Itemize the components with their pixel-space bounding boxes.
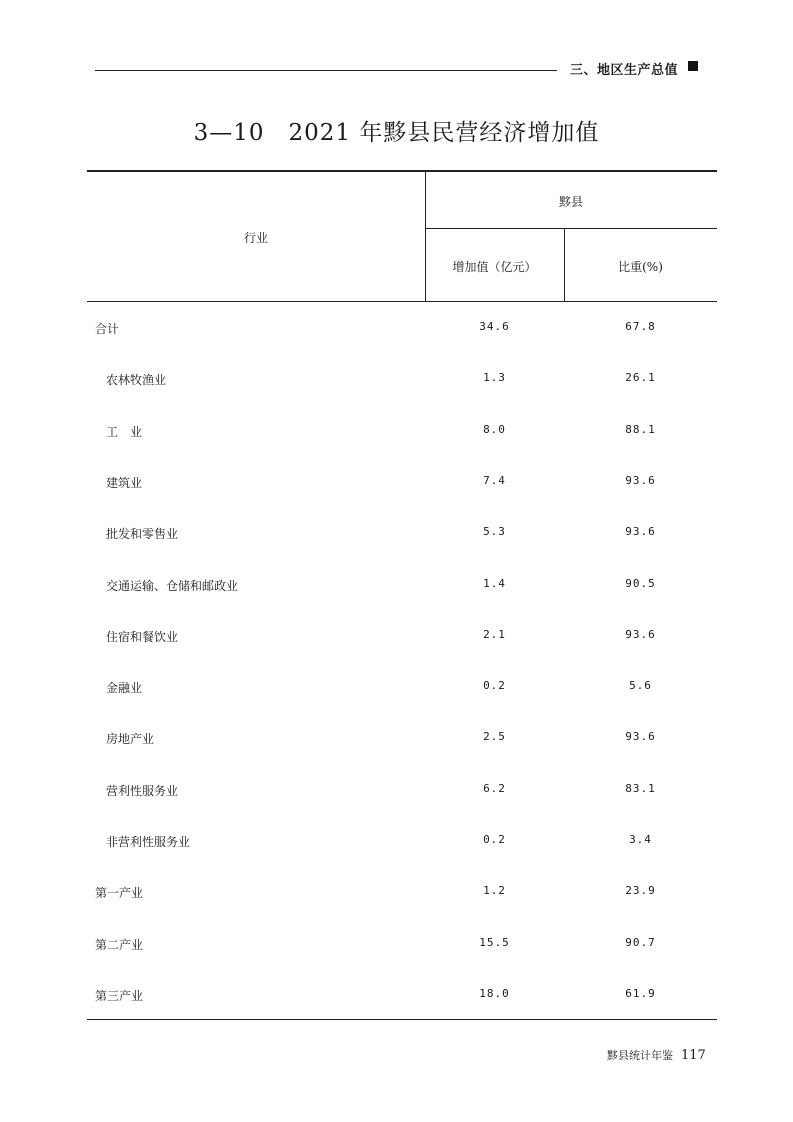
row-share: 90.7 <box>625 935 656 949</box>
table-row <box>87 833 717 853</box>
footer-book-title: 黟县统计年鉴 <box>607 1049 673 1062</box>
table-row <box>87 371 717 391</box>
row-label: 非营利性服务业 <box>106 835 191 849</box>
row-label: 第一产业 <box>95 886 144 901</box>
row-value: 18.0 <box>479 986 510 1000</box>
header-county: 黟县 <box>558 195 583 209</box>
row-value: 1.2 <box>483 884 506 898</box>
table-row <box>87 936 717 956</box>
row-label: 批发和零售业 <box>106 527 179 542</box>
group-header-rule <box>425 228 717 229</box>
table-row <box>87 525 717 545</box>
row-share: 5.6 <box>629 679 652 693</box>
row-value: 34.6 <box>479 320 510 333</box>
row-value: 1.4 <box>483 576 506 590</box>
table-row <box>87 320 717 340</box>
row-value: 0.2 <box>483 679 506 693</box>
row-value: 6.2 <box>483 781 506 795</box>
row-label: 农林牧渔业 <box>106 373 167 388</box>
row-label: 交通运输、仓储和邮政业 <box>106 578 239 593</box>
row-label: 合计 <box>95 322 120 336</box>
row-label: 房地产业 <box>106 732 155 747</box>
table-row <box>87 628 717 648</box>
row-share: 93.6 <box>625 473 656 487</box>
row-value: 15.5 <box>479 935 510 949</box>
row-label: 工 业 <box>106 424 143 439</box>
row-value: 1.3 <box>483 371 506 385</box>
row-label: 营利性服务业 <box>106 783 179 798</box>
header-industry: 行业 <box>243 231 268 245</box>
table-bottom-rule <box>87 1019 717 1020</box>
header-rule <box>95 70 557 71</box>
header-share: 比重(%) <box>618 260 663 274</box>
table-row <box>87 730 717 750</box>
table-row <box>87 679 717 699</box>
row-share: 93.6 <box>625 525 656 539</box>
row-label: 第二产业 <box>95 937 144 952</box>
column-divider <box>425 170 426 301</box>
table-row <box>87 782 717 802</box>
table-row <box>87 987 717 1007</box>
row-share: 23.9 <box>625 884 656 898</box>
row-value: 2.1 <box>483 627 506 641</box>
section-title: 三、地区生产总值 <box>570 63 679 78</box>
header-value: 增加值（亿元） <box>452 260 537 274</box>
table-row <box>87 423 717 443</box>
row-share: 93.6 <box>625 730 656 744</box>
row-value: 8.0 <box>483 422 506 436</box>
row-value: 2.5 <box>483 730 506 744</box>
row-share: 83.1 <box>625 781 656 795</box>
row-label: 金融业 <box>106 681 143 696</box>
row-share: 90.5 <box>625 576 656 590</box>
row-label: 住宿和餐饮业 <box>106 629 179 644</box>
page-footer <box>607 1047 706 1063</box>
row-share: 67.8 <box>625 320 656 333</box>
row-label: 建筑业 <box>106 475 143 490</box>
section-marker-square <box>688 61 698 71</box>
table-row <box>87 884 717 904</box>
header-bottom-rule <box>87 301 717 302</box>
row-share: 93.6 <box>625 627 656 641</box>
table-row <box>87 577 717 597</box>
row-share: 88.1 <box>625 422 656 436</box>
row-value: 7.4 <box>483 473 506 487</box>
table-top-rule <box>87 170 717 172</box>
table-title: 3—10 2021 年黟县民营经济增加值 <box>193 120 600 146</box>
row-share: 3.4 <box>629 833 652 846</box>
row-label: 第三产业 <box>95 988 144 1003</box>
row-share: 26.1 <box>625 371 656 385</box>
row-value: 0.2 <box>483 833 506 846</box>
row-value: 5.3 <box>483 525 506 539</box>
row-share: 61.9 <box>625 986 656 1000</box>
table-row <box>87 474 717 494</box>
page-number: 117 <box>681 1048 706 1063</box>
